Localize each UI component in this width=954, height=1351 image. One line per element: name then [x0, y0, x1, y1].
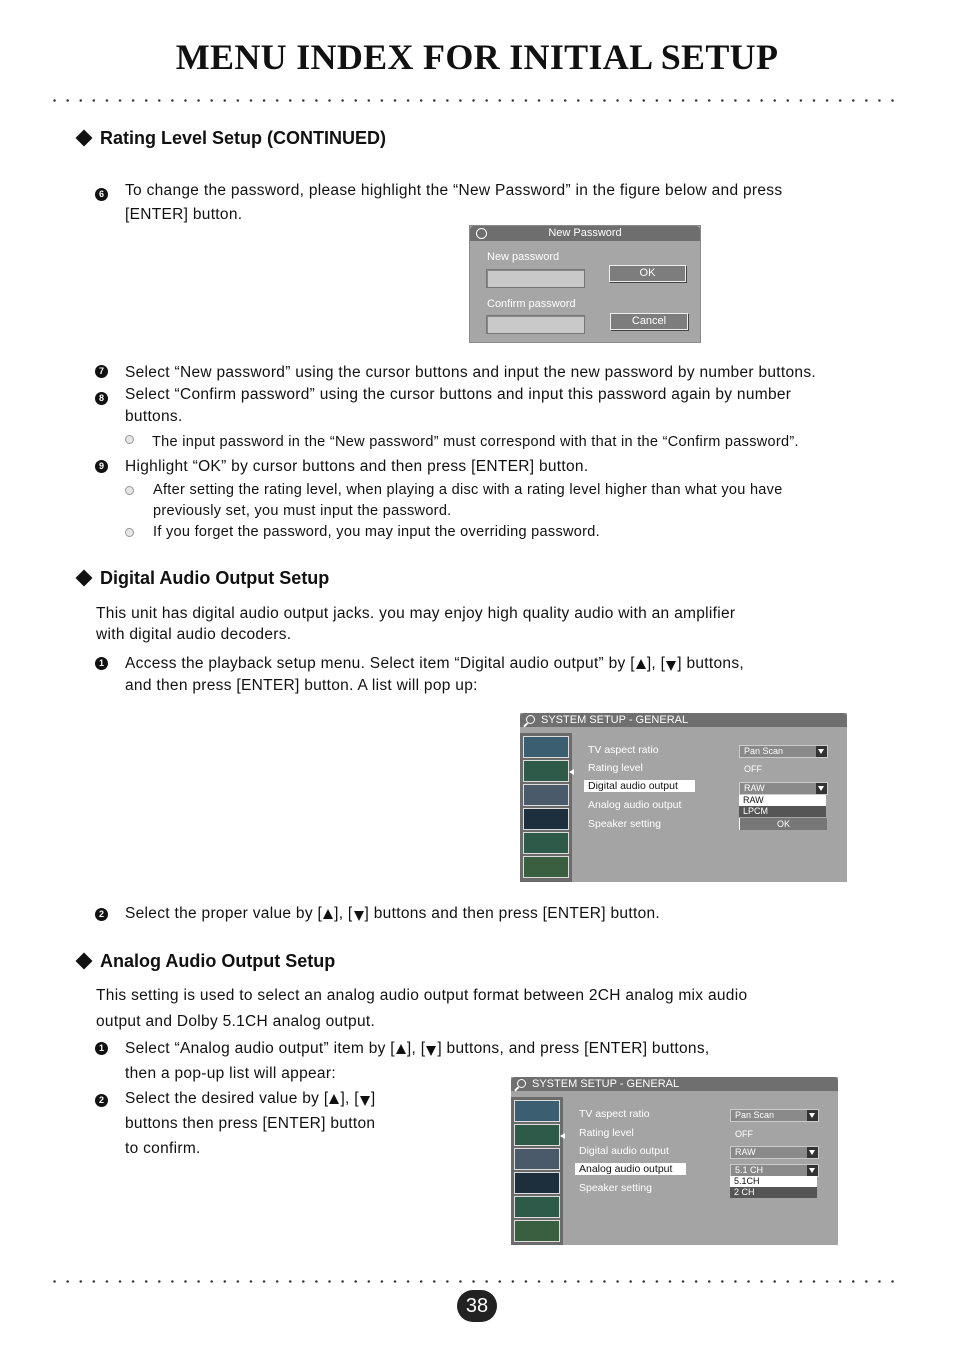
dialog-title-bar: [470, 226, 700, 241]
new-password-input[interactable]: [486, 269, 585, 288]
left-arrow-icon: [560, 1133, 565, 1139]
screen-title-bar: SYSTEM SETUP - GENERAL: [511, 1077, 838, 1091]
analog-step-1-line2: then a pop-up list will appear:: [125, 1065, 336, 1082]
screen-title-bar: SYSTEM SETUP - GENERAL: [520, 713, 847, 727]
popup-option-raw[interactable]: RAW: [739, 795, 826, 806]
step-number-1: 1: [95, 1042, 108, 1055]
note-bullet-icon: [125, 435, 134, 444]
projector-icon[interactable]: [523, 760, 569, 782]
digital-value-select[interactable]: RAW: [739, 782, 828, 795]
rating-value: OFF: [735, 1129, 753, 1139]
section-heading-digital: [74, 568, 329, 589]
popup-option-2ch[interactable]: 2 CH: [730, 1187, 817, 1198]
cancel-button[interactable]: Cancel: [610, 313, 688, 330]
up-arrow-icon: [396, 1044, 406, 1054]
menu-item-rating[interactable]: Rating level: [579, 1127, 634, 1139]
menu-item-digital-audio[interactable]: Digital audio output: [584, 780, 695, 792]
step-number-8: 8: [95, 392, 108, 405]
search-icon: [517, 1079, 526, 1088]
note-1-text: The input password in the “New password” must correspond with that in the “Confirm password”.: [152, 434, 799, 450]
camera-icon[interactable]: [514, 1148, 560, 1170]
digital-intro-line2: with digital audio decoders.: [96, 626, 292, 643]
note-bullet-icon: [125, 486, 134, 495]
dial-icon[interactable]: [514, 1220, 560, 1242]
step-number-2: 2: [95, 908, 108, 921]
clock-icon: [476, 228, 487, 239]
step-6-line2: [ENTER] button.: [125, 206, 243, 223]
chevron-down-icon: [816, 783, 827, 794]
menu-item-digital-audio[interactable]: Digital audio output: [579, 1145, 669, 1157]
popup-option-5-1ch[interactable]: 5.1CH: [730, 1176, 817, 1187]
menu-item-rating[interactable]: Rating level: [588, 762, 643, 774]
analog-intro-line2: output and Dolby 5.1CH analog output.: [96, 1013, 376, 1030]
aspect-value-select[interactable]: Pan Scan: [739, 745, 828, 758]
chevron-down-icon: [807, 1165, 818, 1176]
section-heading-text: Digital Audio Output Setup: [100, 568, 330, 588]
step-number-2: 2: [95, 1094, 108, 1107]
down-arrow-icon: [666, 661, 676, 671]
dotted-divider-top: [48, 99, 900, 102]
camera-icon[interactable]: [523, 784, 569, 806]
diamond-bullet-icon: [76, 130, 93, 147]
up-arrow-icon: [329, 1094, 339, 1104]
new-password-label: New password: [487, 251, 560, 263]
left-arrow-icon: [569, 769, 574, 775]
dialog-title: New Password: [548, 227, 622, 239]
note-2-line2: previously set, you must input the password.: [153, 503, 452, 519]
step-8-line1: Select “Confirm password” using the cursor buttons and input this password again by number: [125, 386, 792, 403]
diamond-bullet-icon: [76, 570, 93, 587]
antenna-icon[interactable]: [514, 1196, 560, 1218]
speaker-icon[interactable]: [523, 808, 569, 830]
aspect-value-select[interactable]: Pan Scan: [730, 1109, 819, 1122]
digital-step-1-line1: Access the playback setup menu. Select item “Digital audio output” by [ ], [ ] buttons,: [125, 655, 745, 672]
menu-item-tv-aspect[interactable]: TV aspect ratio: [579, 1108, 650, 1120]
menu-item-speaker[interactable]: Speaker setting: [588, 818, 661, 830]
menu-item-analog-audio[interactable]: Analog audio output: [588, 799, 682, 811]
confirm-password-input[interactable]: [486, 315, 585, 334]
step-number-7: 7: [95, 365, 108, 378]
step-number-9: 9: [95, 460, 108, 473]
speaker-icon[interactable]: [514, 1172, 560, 1194]
menu-item-tv-aspect[interactable]: TV aspect ratio: [588, 744, 659, 756]
section-heading-text: Analog Audio Output Setup: [100, 951, 336, 971]
system-setup-screen-analog: [511, 1077, 838, 1245]
icon-column: [520, 733, 572, 882]
step-6-line1: To change the password, please highlight the “New Password” in the figure below and press: [125, 182, 783, 199]
antenna-icon[interactable]: [523, 832, 569, 854]
digital-step-1-line2: and then press [ENTER] button. A list will pop up:: [125, 677, 478, 694]
section-heading-rating: [74, 128, 386, 149]
analog-value-select[interactable]: 5.1 CH: [730, 1164, 819, 1177]
page-title: MENU INDEX FOR INITIAL SETUP: [175, 37, 779, 77]
step-9-text: Highlight “OK” by cursor buttons and then press [ENTER] button.: [125, 458, 589, 475]
analog-intro-line1: This setting is used to select an analog audio output format between 2CH analog mix audio: [96, 987, 748, 1004]
popup-option-lpcm[interactable]: LPCM: [739, 806, 826, 817]
note-bullet-icon: [125, 528, 134, 537]
analog-step-2-line1: Select the desired value by [ ], [ ]: [125, 1090, 376, 1107]
projector-icon[interactable]: [514, 1124, 560, 1146]
down-arrow-icon: [360, 1096, 370, 1106]
search-icon: [526, 715, 535, 724]
diamond-bullet-icon: [76, 953, 93, 970]
new-password-dialog: [469, 225, 701, 343]
chevron-down-icon: [807, 1110, 818, 1121]
menu-item-speaker[interactable]: Speaker setting: [579, 1182, 652, 1194]
step-8-line2: buttons.: [125, 408, 183, 425]
digital-intro-line1: This unit has digital audio output jacks. you may enjoy high quality audio with an amplifier: [96, 605, 736, 622]
ok-button[interactable]: OK: [739, 818, 827, 830]
analog-step-2-line3: to confirm.: [125, 1140, 201, 1157]
dotted-divider-bottom: [48, 1280, 900, 1283]
rating-value: OFF: [744, 764, 762, 774]
confirm-password-label: Confirm password: [487, 298, 576, 310]
tv-icon[interactable]: [514, 1100, 560, 1122]
step-number-6: 6: [95, 188, 108, 201]
digital-value-select[interactable]: RAW: [730, 1146, 819, 1159]
note-3-text: If you forget the password, you may input the overriding password.: [153, 524, 600, 540]
ok-button[interactable]: OK: [609, 265, 686, 282]
up-arrow-icon: [323, 909, 333, 919]
analog-step-1-line1: Select “Analog audio output” item by [ ], [ ] buttons, and press [ENTER] buttons,: [125, 1040, 710, 1057]
chevron-down-icon: [816, 746, 827, 757]
icon-column: [511, 1097, 563, 1245]
tv-icon[interactable]: [523, 736, 569, 758]
up-arrow-icon: [636, 659, 646, 669]
chevron-down-icon: [807, 1147, 818, 1158]
system-setup-screen-digital: [520, 713, 847, 882]
section-heading-analog: [74, 951, 335, 972]
down-arrow-icon: [426, 1046, 436, 1056]
dial-icon[interactable]: [523, 856, 569, 878]
page-number: 38: [457, 1290, 497, 1322]
analog-step-2-line2: buttons then press [ENTER] button: [125, 1115, 376, 1132]
step-7-text: Select “New password” using the cursor buttons and input the new password by number buttons.: [125, 364, 817, 381]
note-2-line1: After setting the rating level, when playing a disc with a rating level higher than what you have: [153, 482, 783, 498]
menu-item-analog-audio[interactable]: Analog audio output: [575, 1163, 686, 1175]
down-arrow-icon: [354, 911, 364, 921]
digital-step-2: Select the proper value by [ ], [ ] buttons and then press [ENTER] button.: [125, 905, 661, 922]
section-heading-text: Rating Level Setup (CONTINUED): [100, 128, 387, 148]
step-number-1: 1: [95, 657, 108, 670]
